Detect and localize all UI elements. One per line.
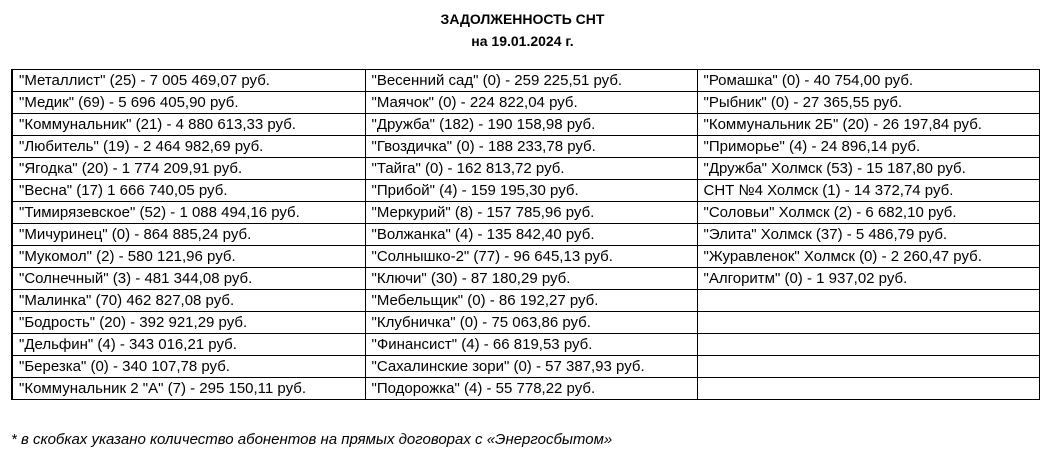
table-cell: "Ягодка" (20) - 1 774 209,91 руб. [12,158,365,180]
table-cell: "Мукомол" (2) - 580 121,96 руб. [12,246,365,268]
footnote: * в скобках указано количество абонентов на прямых договорах с «Энергосбытом» [11,431,613,448]
table-cell: "Журавленок" Холмск (0) - 2 260,47 руб. [697,246,1039,268]
table-row [12,92,1039,114]
table-cell: "Весенний сад" (0) - 259 225,51 руб. [365,70,697,92]
title-line-2: на 19.01.2024 г. [471,33,574,49]
table-cell: "Гвоздичка" (0) - 188 233,78 руб. [365,136,697,158]
table-cell: "Финансист" (4) - 66 819,53 руб. [365,334,697,356]
debt-table-body [12,70,1039,400]
title-line-1: ЗАДОЛЖЕННОСТЬ СНТ [440,11,605,27]
table-row [12,334,1039,356]
table-row [12,70,1039,92]
table-cell: "Волжанка" (4) - 135 842,40 руб. [365,224,697,246]
table-cell: "Меркурий" (8) - 157 785,96 руб. [365,202,697,224]
table-cell: "Березка" (0) - 340 107,78 руб. [12,356,365,378]
table-cell: "Клубничка" (0) - 75 063,86 руб. [365,312,697,334]
table-cell: "Любитель" (19) - 2 464 982,69 руб. [12,136,365,158]
table-row [12,246,1039,268]
table-cell: "Металлист" (25) - 7 005 469,07 руб. [12,70,365,92]
table-cell: "Ключи" (30) - 87 180,29 руб. [365,268,697,290]
table-row [12,290,1039,312]
table-cell [697,378,1039,400]
table-cell: "Малинка" (70) 462 827,08 руб. [12,290,365,312]
table-cell: "Мичуринец" (0) - 864 885,24 руб. [12,224,365,246]
table-row [12,268,1039,290]
table-cell: "Медик" (69) - 5 696 405,90 руб. [12,92,365,114]
table-row [12,312,1039,334]
debt-table [11,69,1040,400]
table-row [12,158,1039,180]
table-cell: "Коммунальник 2 "А" (7) - 295 150,11 руб. [12,378,365,400]
table-cell: "Тайга" (0) - 162 813,72 руб. [365,158,697,180]
table-cell: "Маячок" (0) - 224 822,04 руб. [365,92,697,114]
table-cell: "Сахалинские зори" (0) - 57 387,93 руб. [365,356,697,378]
table-cell: "Тимирязевское" (52) - 1 088 494,16 руб. [12,202,365,224]
table-cell: "Подорожка" (4) - 55 778,22 руб. [365,378,697,400]
table-cell [697,356,1039,378]
table-cell [697,290,1039,312]
table-row [12,202,1039,224]
table-cell: "Бодрость" (20) - 392 921,29 руб. [12,312,365,334]
table-cell: "Алгоритм" (0) - 1 937,02 руб. [697,268,1039,290]
table-cell: "Ромашка" (0) - 40 754,00 руб. [697,70,1039,92]
table-cell: "Дружба" (182) - 190 158,98 руб. [365,114,697,136]
table-cell [697,312,1039,334]
table-cell: "Соловьи" Холмск (2) - 6 682,10 руб. [697,202,1039,224]
table-row [12,356,1039,378]
table-row [12,378,1039,400]
table-row [12,180,1039,202]
table-cell: "Коммунальник 2Б" (20) - 26 197,84 руб. [697,114,1039,136]
table-cell: "Мебельщик" (0) - 86 192,27 руб. [365,290,697,312]
table-cell: "Рыбник" (0) - 27 365,55 руб. [697,92,1039,114]
table-cell [697,334,1039,356]
table-cell: "Коммунальник" (21) - 4 880 613,33 руб. [12,114,365,136]
table-cell: "Солнечный" (3) - 481 344,08 руб. [12,268,365,290]
table-cell: "Приморье" (4) - 24 896,14 руб. [697,136,1039,158]
table-cell: СНТ №4 Холмск (1) - 14 372,74 руб. [697,180,1039,202]
table-row [12,114,1039,136]
table-cell: "Прибой" (4) - 159 195,30 руб. [365,180,697,202]
table-cell: "Весна" (17) 1 666 740,05 руб. [12,180,365,202]
page-title [0,8,1045,52]
table-cell: "Солнышко-2" (77) - 96 645,13 руб. [365,246,697,268]
table-cell: "Дельфин" (4) - 343 016,21 руб. [12,334,365,356]
table-cell: "Элита" Холмск (37) - 5 486,79 руб. [697,224,1039,246]
table-row [12,136,1039,158]
table-cell: "Дружба" Холмск (53) - 15 187,80 руб. [697,158,1039,180]
table-row [12,224,1039,246]
